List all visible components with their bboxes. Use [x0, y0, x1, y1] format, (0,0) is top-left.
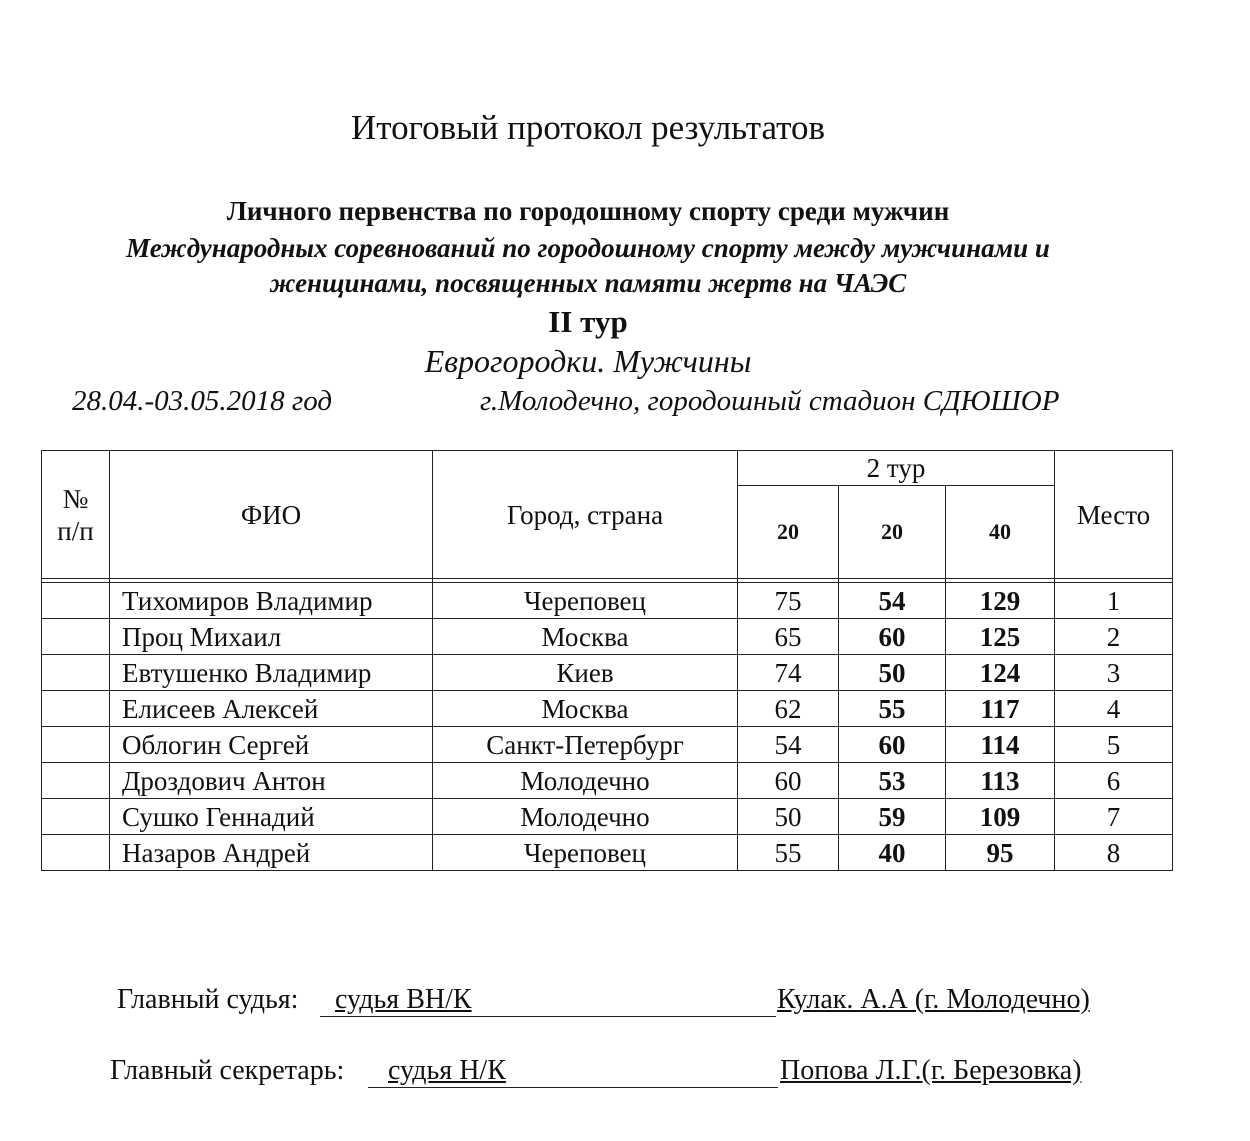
place: 7 [1055, 799, 1173, 835]
table-row [42, 655, 1173, 691]
score-2: 60 [839, 619, 946, 655]
row-number [42, 655, 110, 691]
chief-judge-name: Кулак. А.А (г. Молодечно) [777, 984, 1090, 1015]
table-row [42, 619, 1173, 655]
table-row [42, 835, 1173, 871]
athlete-city: Череповец [433, 583, 738, 619]
score-total: 125 [946, 619, 1055, 655]
results-rows [42, 583, 1173, 871]
athlete-city: Молодечно [433, 799, 738, 835]
table-row [42, 799, 1173, 835]
chief-judge-label: Главный судья: [117, 984, 299, 1015]
chief-secretary-role: судья Н/К [388, 1055, 506, 1086]
row-number [42, 619, 110, 655]
score-1: 54 [738, 727, 839, 763]
score-total: 117 [946, 691, 1055, 727]
athlete-name: Облогин Сергей [110, 727, 433, 763]
score-total: 129 [946, 583, 1055, 619]
document-title: Итоговый протокол результатов [350, 108, 826, 147]
row-number [42, 727, 110, 763]
header-city: Город, страна [433, 451, 738, 579]
subtitle-line-1: Личного первенства по городошному спорту среди мужчин [226, 196, 950, 226]
row-number [42, 691, 110, 727]
score-total: 113 [946, 763, 1055, 799]
score-2: 54 [839, 583, 946, 619]
score-1: 50 [738, 799, 839, 835]
place: 2 [1055, 619, 1173, 655]
score-2: 53 [839, 763, 946, 799]
place: 3 [1055, 655, 1173, 691]
score-1: 60 [738, 763, 839, 799]
athlete-city: Москва [433, 691, 738, 727]
subtitle-line-3: женщинами, посвященных памяти жертв на ЧАЭС [269, 268, 907, 298]
table-row [42, 727, 1173, 763]
header-score-1: 20 [738, 486, 839, 579]
score-total: 114 [946, 727, 1055, 763]
place: 5 [1055, 727, 1173, 763]
header-place: Место [1055, 451, 1173, 579]
place: 4 [1055, 691, 1173, 727]
round-label: II тур [548, 304, 628, 339]
row-number [42, 799, 110, 835]
athlete-city: Киев [433, 655, 738, 691]
table-row [42, 763, 1173, 799]
category-label: Еврогородки. Мужчины [424, 343, 752, 379]
score-1: 62 [738, 691, 839, 727]
athlete-name: Проц Михаил [110, 619, 433, 655]
score-total: 95 [946, 835, 1055, 871]
score-2: 40 [839, 835, 946, 871]
row-number [42, 835, 110, 871]
header-name: ФИО [110, 451, 433, 579]
athlete-city: Москва [433, 619, 738, 655]
place: 6 [1055, 763, 1173, 799]
score-1: 65 [738, 619, 839, 655]
row-number [42, 583, 110, 619]
place: 1 [1055, 583, 1173, 619]
athlete-city: Санкт-Петербург [433, 727, 738, 763]
score-total: 109 [946, 799, 1055, 835]
row-number [42, 763, 110, 799]
athlete-city: Молодечно [433, 763, 738, 799]
header-tour: 2 тур [738, 451, 1055, 486]
header-score-2: 20 [839, 486, 946, 579]
header-total: 40 [946, 486, 1055, 579]
athlete-name: Сушко Геннадий [110, 799, 433, 835]
chief-judge-role: судья ВН/К [335, 984, 472, 1015]
athlete-city: Череповец [433, 835, 738, 871]
chief-secretary-label: Главный секретарь: [110, 1055, 345, 1086]
event-venue: г.Молодечно, городошный стадион СДЮШОР [480, 385, 1060, 417]
chief-secretary-signature-line [368, 1087, 778, 1088]
score-1: 74 [738, 655, 839, 691]
athlete-name: Тихомиров Владимир [110, 583, 433, 619]
athlete-name: Назаров Андрей [110, 835, 433, 871]
table-row [42, 583, 1173, 619]
table-row [42, 691, 1173, 727]
athlete-name: Евтушенко Владимир [110, 655, 433, 691]
score-2: 60 [839, 727, 946, 763]
score-1: 75 [738, 583, 839, 619]
header-number [42, 451, 110, 579]
score-2: 55 [839, 691, 946, 727]
chief-judge-signature-line [320, 1016, 776, 1017]
results-table [41, 450, 1173, 871]
score-2: 59 [839, 799, 946, 835]
score-2: 50 [839, 655, 946, 691]
place: 8 [1055, 835, 1173, 871]
athlete-name: Дроздович Антон [110, 763, 433, 799]
event-date: 28.04.-03.05.2018 год [72, 385, 333, 417]
athlete-name: Елисеев Алексей [110, 691, 433, 727]
chief-secretary-name: Попова Л.Г.(г. Березовка) [780, 1055, 1082, 1086]
score-1: 55 [738, 835, 839, 871]
header-number-label: № п/п [57, 483, 94, 546]
subtitle-line-2: Международных соревнований по городошному спорту между мужчинами и [126, 233, 1050, 263]
score-total: 124 [946, 655, 1055, 691]
